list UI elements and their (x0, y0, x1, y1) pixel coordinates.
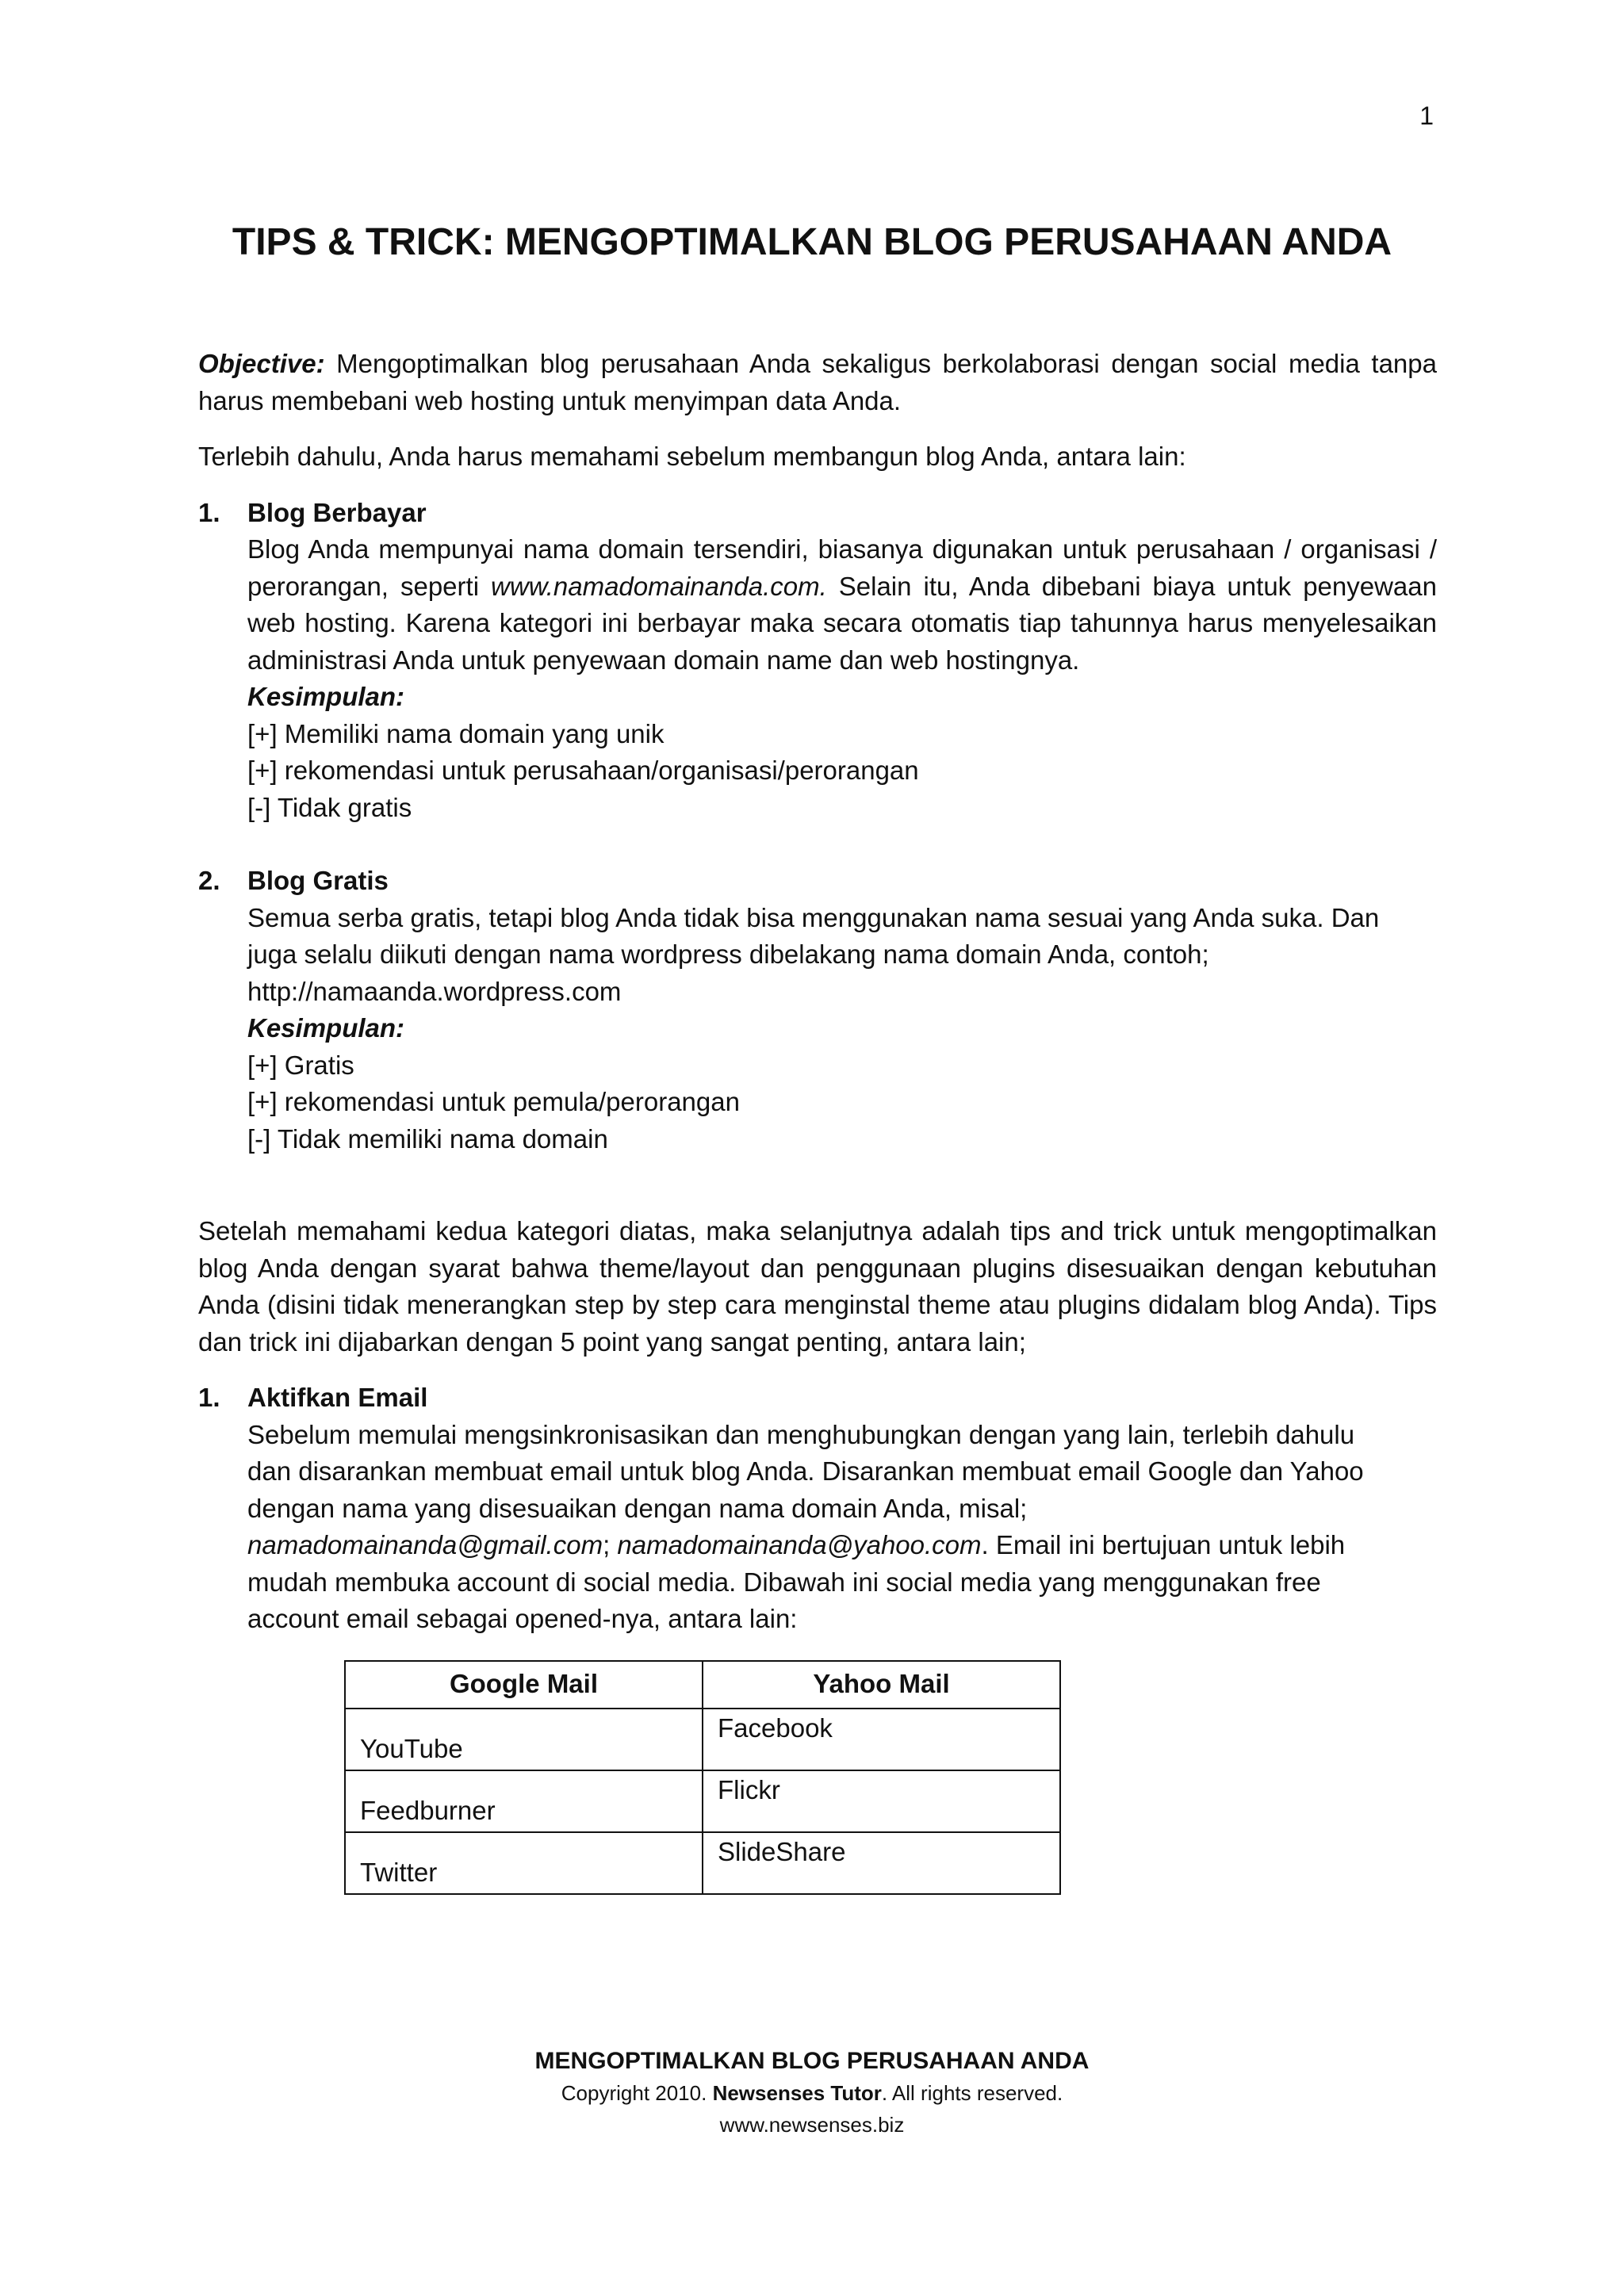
copyright-text: Copyright 2010. (561, 2081, 713, 2105)
footer-title: MENGOPTIMALKAN BLOG PERUSAHAAN ANDA (534, 2048, 1090, 2074)
item-description (247, 531, 1437, 679)
conclusion-point: [+] rekomendasi untuk pemula/perorangan (247, 1087, 740, 1116)
table-cell: YouTube (345, 1709, 703, 1770)
yahoo-example: namadomainanda@yahoo.com (617, 1530, 982, 1559)
example-url: http://namaanda.wordpress.com (247, 976, 622, 1006)
table-row (345, 1709, 1060, 1770)
header-google-mail: Google Mail (345, 1661, 703, 1709)
objective-paragraph (198, 346, 1437, 419)
desc-text: Blog Anda mempunyai nama domain tersendiri, biasanya digunakan untuk perusahaan / organisasi / perorangan, seperti (247, 534, 1437, 601)
item-number: 2. (198, 866, 220, 895)
blog-type-paid (198, 495, 1437, 827)
desc-text: . Email ini bertujuan untuk lebih (981, 1530, 1346, 1559)
item-title: Blog Berbayar (247, 497, 427, 527)
item-number: 1. (198, 1383, 220, 1412)
document-body (198, 346, 1437, 1895)
conclusion-label: Kesimpulan: (247, 682, 405, 711)
table-cell: Facebook (703, 1709, 1060, 1770)
table-cell: Twitter (345, 1832, 703, 1894)
footer-copyright (0, 2077, 1624, 2109)
conclusion-point: [+] rekomendasi untuk perusahaan/organisasi/perorangan (247, 756, 919, 785)
gmail-example: namadomainanda@gmail.com (247, 1530, 603, 1559)
mail-services-table (344, 1660, 1061, 1895)
conclusion-point: [+] Gratis (247, 1050, 354, 1080)
desc-line: Semua serba gratis, tetapi blog Anda tidak bisa menggunakan nama sesuai yang Anda suka. Dan (247, 902, 1380, 932)
desc-line: dan disarankan membuat email untuk blog Anda. Disarankan membuat email Google dan Yahoo (247, 1456, 1364, 1486)
table-cell: Flickr (703, 1770, 1060, 1832)
desc-line: dengan nama yang disesuaikan dengan nama domain Anda, misal; (247, 1493, 1028, 1523)
table-cell: SlideShare (703, 1832, 1060, 1894)
header-yahoo-mail: Yahoo Mail (703, 1661, 1060, 1709)
document-title: TIPS & TRICK: MENGOPTIMALKAN BLOG PERUSAHAAN ANDA (232, 221, 1392, 263)
item-title: Aktifkan Email (247, 1383, 428, 1412)
separator: ; (603, 1530, 618, 1559)
item-title: Blog Gratis (247, 866, 389, 895)
blog-type-free (198, 863, 1437, 1158)
desc-line: mudah membuka account di social media. Dibawah ini social media yang menggunakan free (247, 1567, 1321, 1597)
item-number: 1. (198, 497, 220, 527)
example-domain: www.namadomainanda.com. (491, 571, 827, 601)
desc-line: juga selalu diikuti dengan nama wordpress dibelakang nama domain Anda, contoh; (247, 939, 1209, 969)
table-cell: Feedburner (345, 1770, 703, 1832)
desc-text: Selain itu, Anda dibebani biaya untuk penyewaan web hosting. Karena kategori ini berbayar maka secara otomatis tiap tahunnya harus menyelesaikan administrasi Anda untuk penyewaan domain name dan web hostingnya. (247, 571, 1437, 675)
conclusion-point: [-] Tidak memiliki nama domain (247, 1123, 608, 1154)
objective-text: Mengoptimalkan blog perusahaan Anda sekaligus berkolaborasi dengan social media tanpa harus membebani web hosting untuk menyimpan data Anda. (198, 349, 1437, 415)
desc-line (247, 1527, 1437, 1564)
table-row (345, 1770, 1060, 1832)
page-footer (0, 2045, 1624, 2141)
conclusion-point: [+] Memiliki nama domain yang unik (247, 718, 665, 748)
footer-website: www.newsenses.biz (719, 2113, 905, 2137)
objective-label: Objective: (198, 349, 325, 378)
desc-line: account email sebagai opened-nya, antara lain: (247, 1604, 798, 1633)
company-name: Newsenses Tutor (712, 2081, 882, 2105)
copyright-text: . All rights reserved. (881, 2081, 1063, 2105)
table-header-row (345, 1661, 1060, 1709)
conclusion-point: [-] Tidak gratis (247, 792, 412, 822)
tip-activate-email (198, 1380, 1437, 1895)
conclusion-label: Kesimpulan: (247, 1013, 405, 1043)
desc-line: Sebelum memulai mengsinkronisasikan dan menghubungkan dengan yang lain, terlebih dahulu (247, 1419, 1355, 1449)
tips-intro-paragraph: Setelah memahami kedua kategori diatas, maka selanjutnya adalah tips and trick untuk mengoptimalkan blog Anda dengan syarat bahwa theme/layout dan penggunaan plugins disesuaikan dengan kebutuhan Anda (disini tidak menerangkan step by step cara menginstal theme atau plugins didalam blog Anda). Tips dan trick ini dijabarkan dengan 5 point yang sangat penting, antara lain; (198, 1216, 1437, 1357)
page-number: 1 (1419, 101, 1434, 130)
table-row (345, 1832, 1060, 1894)
intro-paragraph: Terlebih dahulu, Anda harus memahami sebelum membangun blog Anda, antara lain: (198, 442, 1186, 471)
